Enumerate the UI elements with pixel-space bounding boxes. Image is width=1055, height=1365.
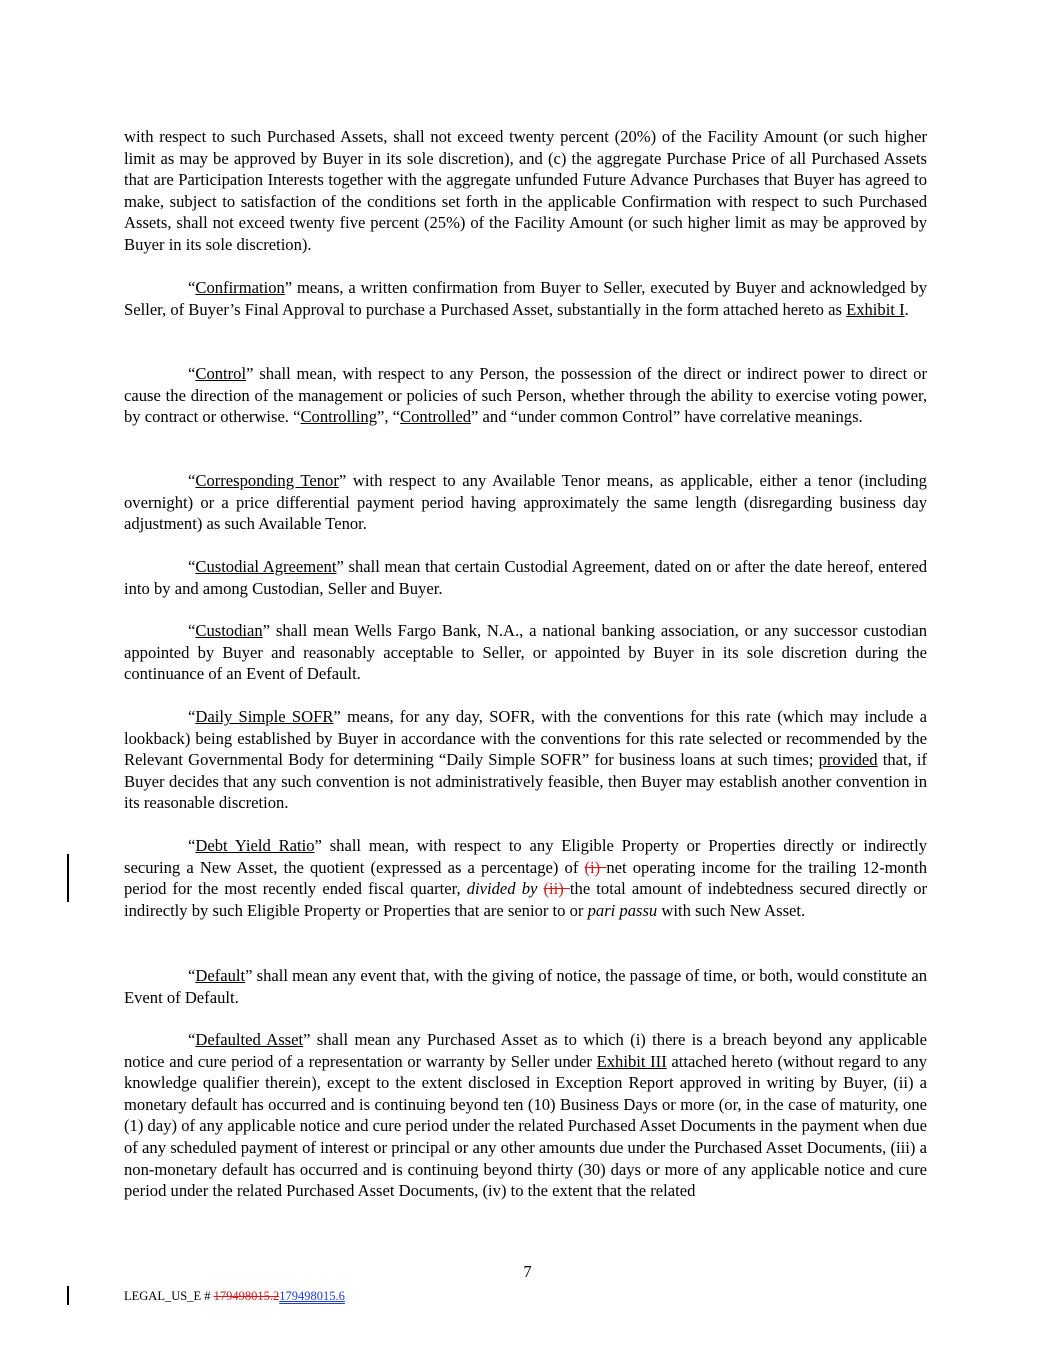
definition-text: ” means, for any day, SOFR, with the conventions for this rate (which may include a lookback) being established by Buyer in accordance with the conventions for this rate selected or recommended by the Relevant Governmental Body for determining “Daily Simple SOFR” for business loans at such times; (124, 707, 927, 770)
definition-text: ” with respect to any Available Tenor means, as applicable, either a tenor (including overnight) or a price differential payment period having approximately the same length (disregarding business day adjustment) as such Available Tenor. (124, 471, 927, 534)
footer-prefix: LEGAL_US_E # (124, 1289, 214, 1303)
exhibit-reference: Exhibit I (846, 299, 905, 319)
exhibit-reference: Exhibit III (596, 1051, 667, 1071)
revision-change-bar (67, 1286, 69, 1305)
definition-text: ” shall mean that certain Custodial Agreement, dated on or after the date hereof, entered into by and among Custodian, Seller and Buyer. (124, 557, 927, 598)
defined-term-controlled: Controlled (400, 407, 472, 427)
italic-text: pari passu (587, 900, 658, 920)
deleted-doc-id: 179498015.2 (213, 1289, 280, 1303)
defined-term-default: Default (195, 966, 246, 985)
definition-end: with such New Asset. (657, 900, 806, 920)
definition-custodian (124, 620, 927, 685)
definition-text: attached hereto (without regard to any knowledge qualifier therein), except to the extent disclosed in Exception Report approved in writing by Buyer, (ii) a monetary default has occurred and is continuing beyond ten (10) Business Days or more (or, in the case of maturity, one (1) day) of any applicable notice and cure period under the related Purchased Asset Documents in the payment when due of any scheduled payment of interest or principal or any other amounts due under the Purchased Asset Documents, (iii) a non-monetary default has occurred and is continuing beyond thirty (30) days or more of any applicable notice and cure period under the related Purchased Asset Documents, (iv) to the extent that the related (124, 1051, 927, 1201)
definition-control (124, 363, 927, 428)
defined-term-custodial-agreement: Custodial Agreement (195, 557, 337, 576)
open-quote: “ (188, 966, 196, 985)
defined-term-daily-simple-sofr: Daily Simple SOFR (195, 707, 334, 726)
definition-text: the total amount of indebtedness secured directly or indirectly by such Eligible Property or Properties that are senior to or (124, 879, 928, 920)
open-quote: “ (188, 836, 196, 855)
page-number: 7 (523, 1262, 532, 1281)
deleted-text: (ii) (543, 879, 570, 899)
defined-term-custodian: Custodian (195, 621, 263, 640)
definition-custodial-agreement (124, 556, 927, 599)
deleted-text: (i) (584, 857, 607, 877)
definition-text: ” means, a written confirmation from Buyer to Seller, executed by Buyer and acknowledged by Seller, of Buyer’s Final Approval to purchase a Purchased Asset, substantially in the form attached hereto as (124, 278, 927, 319)
defined-term-debt-yield-ratio: Debt Yield Ratio (195, 836, 315, 855)
definition-daily-simple-sofr (124, 706, 927, 814)
defined-term-defaulted-asset: Defaulted Asset (195, 1030, 304, 1049)
document-id-footer (124, 1289, 345, 1304)
definition-text: ” shall mean Wells Fargo Bank, N.A., a national banking association, or any successor custodian appointed by Buyer and reasonably acceptable to Seller, or appointed by Buyer in its sole discretion during the continuance of an Event of Default. (124, 621, 927, 684)
definition-end: . (904, 299, 909, 319)
proviso-term: provided (818, 750, 878, 770)
definition-text: that, if Buyer decides that any such convention is not administratively feasible, then Buyer may establish another convention in its reasonable discretion. (124, 750, 927, 813)
open-quote: “ (188, 471, 196, 490)
defined-term-corresponding-tenor: Corresponding Tenor (195, 471, 339, 490)
open-quote: “ (188, 707, 196, 726)
defined-term-control: Control (195, 364, 247, 383)
open-quote: “ (188, 364, 196, 383)
inserted-doc-id: 179498015.6 (279, 1289, 345, 1303)
definition-confirmation (124, 277, 927, 320)
definition-text: ” shall mean, with respect to any Person, the possession of the direct or indirect power to direct or cause the direction of the management or policies of such Person, whether through the ability to exercise voting power, by contract or otherwise. “ (124, 364, 927, 427)
italic-text: divided by (466, 879, 538, 899)
revision-change-bar (67, 854, 69, 902)
definition-text: net operating income for the trailing 12-month period for the most recently ended fiscal quarter, (124, 857, 927, 899)
definition-defaulted-asset (124, 1029, 927, 1202)
definition-text: ” shall mean any Purchased Asset as to which (i) there is a breach beyond any applicable notice and cure period of a representation or warranty by Seller under (124, 1030, 927, 1071)
definition-text: ” shall mean any event that, with the giving of notice, the passage of time, or both, would constitute an Event of Default. (124, 966, 927, 1007)
paragraph-continuation: with respect to such Purchased Assets, shall not exceed twenty percent (20%) of the Facility Amount (or such higher limit as may be approved by Buyer in its sole discretion), and (c) the aggregate Purchase Price of all Purchased Assets that are Participation Interests together with the aggregate unfunded Future Advance Purchases that Buyer has agreed to make, subject to satisfaction of the conditions set forth in the applicable Confirmation with respect to such Purchased Assets, shall not exceed twenty five percent (25%) of the Facility Amount (or such higher limit as may be approved by Buyer in its sole discretion). (124, 127, 927, 254)
definition-text: ” shall mean, with respect to any Eligible Property or Properties directly or indirectly securing a New Asset, the quotient (expressed as a percentage) of (124, 836, 927, 877)
open-quote: “ (188, 1030, 196, 1049)
open-quote: “ (188, 557, 196, 576)
defined-term-controlling: Controlling (300, 407, 378, 427)
open-quote: “ (188, 278, 196, 297)
definition-text: ”, “ (377, 407, 401, 427)
definition-corresponding-tenor (124, 470, 927, 535)
open-quote: “ (188, 621, 196, 640)
definition-debt-yield-ratio (124, 835, 927, 921)
definition-default (124, 965, 927, 1008)
defined-term-confirmation: Confirmation (195, 278, 285, 297)
definition-end: ” and “under common Control” have correlative meanings. (471, 407, 863, 427)
